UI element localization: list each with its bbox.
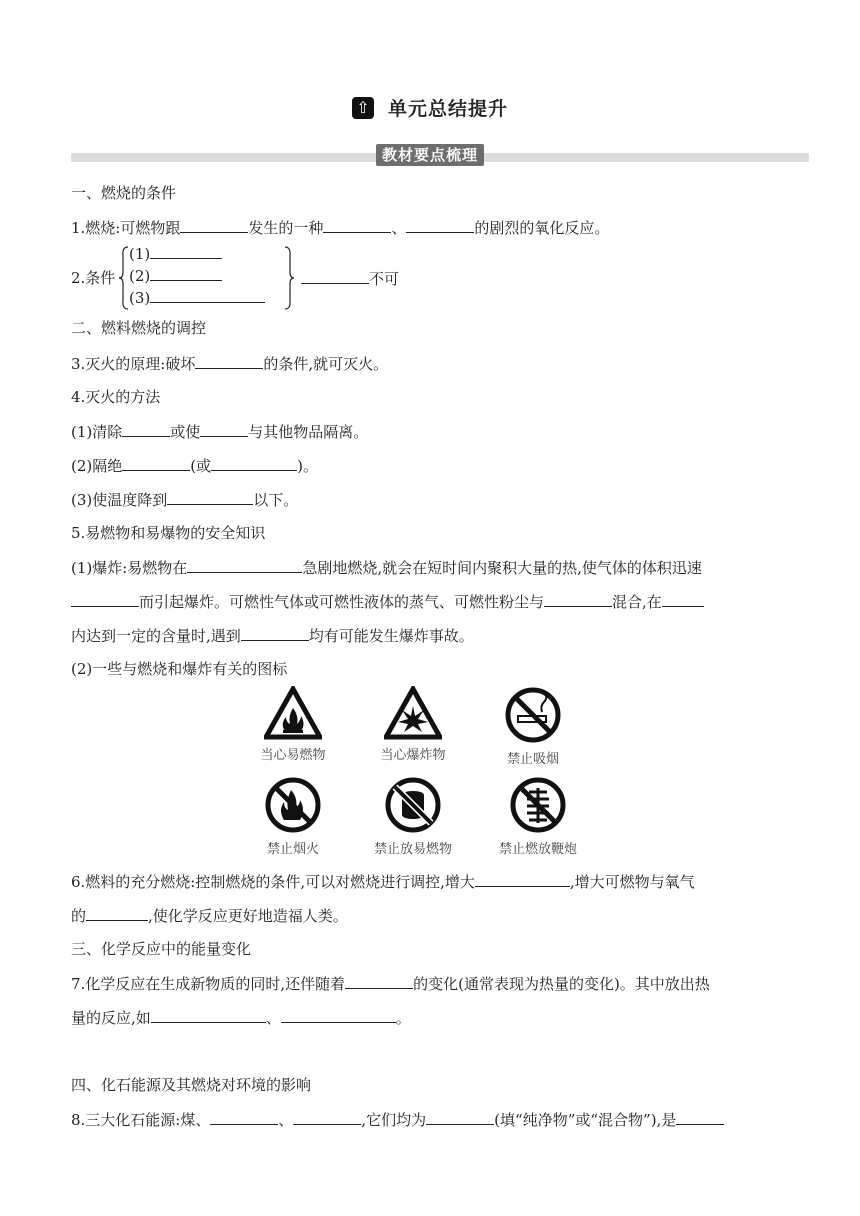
sign-no-fire (233, 776, 353, 857)
sign-no-flammables (353, 776, 473, 857)
conditions-label: 2.条件 (71, 269, 116, 287)
condition-2: (2) (129, 264, 265, 286)
blank[interactable] (301, 267, 369, 284)
item-1: 1.燃烧:可燃物跟 发生的一种 、 的剧烈的氧化反应。 (71, 216, 609, 239)
blank[interactable] (544, 590, 612, 607)
no-flammables-icon (384, 776, 442, 834)
up-arrow-icon: ⇧ (352, 97, 374, 119)
sign-explosive (353, 686, 473, 763)
item-6: 6.燃料的充分燃烧:控制燃烧的条件,可以对燃烧进行调控,增大 ,增大可燃物与氧气 (71, 870, 695, 893)
unit-header (0, 94, 860, 121)
item-5-1-cont2: 内达到一定的含量时,遇到 均有可能发生爆炸事故。 (71, 624, 474, 647)
heading-2: 二、燃料燃烧的调控 (71, 319, 207, 337)
blank[interactable] (345, 972, 413, 989)
item-4-2: (2)隔绝 (或 )。 (71, 454, 318, 477)
blank[interactable] (475, 870, 570, 887)
blank[interactable] (676, 1108, 724, 1125)
blank[interactable] (406, 216, 474, 233)
blank[interactable] (241, 624, 309, 641)
condition-1: (1) (129, 242, 265, 264)
explosive-warning-icon (384, 686, 442, 740)
condition-3: (3) (129, 286, 265, 308)
sign-no-smoking (473, 686, 593, 767)
blank[interactable] (323, 216, 391, 233)
blank[interactable] (122, 454, 190, 471)
heading-1: 一、燃烧的条件 (71, 184, 177, 202)
item-3: 3.灭火的原理:破坏 的条件,就可灭火。 (71, 352, 388, 375)
item-7-cont: 量的反应,如 、 。 (71, 1006, 411, 1029)
item-4-3: (3)使温度降到 以下。 (71, 488, 298, 511)
blank[interactable] (151, 1006, 266, 1023)
blank[interactable] (195, 352, 263, 369)
conditions-brace (71, 242, 491, 312)
sign-label: 禁止放易燃物 (373, 842, 452, 857)
sign-label: 禁止烟火 (266, 842, 319, 857)
left-brace-icon (119, 246, 129, 310)
conditions-tail: 不可 (301, 267, 399, 289)
blank[interactable] (662, 590, 704, 607)
sign-flammable (233, 686, 353, 763)
blank[interactable] (150, 242, 222, 259)
sign-label: 禁止吸烟 (506, 752, 559, 767)
heading-4: 四、化石能源及其燃烧对环境的影响 (71, 1076, 312, 1094)
blank[interactable] (150, 286, 265, 303)
sign-label: 当心爆炸物 (380, 748, 446, 763)
no-fire-icon (264, 776, 322, 834)
blank[interactable] (210, 1108, 278, 1125)
blank[interactable] (86, 904, 148, 921)
heading-3: 三、化学反应中的能量变化 (71, 940, 252, 958)
item-7: 7.化学反应在生成新物质的同时,还伴随着 的变化(通常表现为热量的变化)。其中放出热 (71, 972, 710, 995)
sign-no-firecrackers (478, 776, 598, 857)
blank[interactable] (150, 264, 222, 281)
unit-title: 单元总结提升 (387, 98, 508, 120)
item-5-1: (1)爆炸:易燃物在 急剧地燃烧,就会在短时间内聚积大量的热,使气体的体积迅速 (71, 556, 702, 579)
right-brace-icon (284, 246, 294, 310)
sign-label: 当心易燃物 (260, 748, 326, 763)
item-5-2: (2)一些与燃烧和爆炸有关的图标 (71, 660, 288, 678)
blank[interactable] (180, 216, 248, 233)
item-6-cont: 的 ,使化学反应更好地造福人类。 (71, 904, 348, 927)
item-8: 8.三大化石能源:煤、 、 ,它们均为 (填“纯净物”或“混合物”),是 (71, 1108, 724, 1131)
flammable-warning-icon (264, 686, 322, 740)
section-label: 教材要点梳理 (376, 144, 484, 166)
blank[interactable] (200, 420, 248, 437)
blank[interactable] (281, 1006, 396, 1023)
blank[interactable] (293, 1108, 361, 1125)
blank[interactable] (71, 590, 139, 607)
blank[interactable] (426, 1108, 494, 1125)
item-4: 4.灭火的方法 (71, 388, 161, 406)
sign-label: 禁止燃放鞭炮 (498, 842, 577, 857)
blank[interactable] (167, 488, 253, 505)
item-5: 5.易燃物和易爆物的安全知识 (71, 524, 266, 542)
blank[interactable] (211, 454, 297, 471)
no-firecrackers-icon (509, 776, 567, 834)
no-smoking-icon (504, 686, 562, 744)
item-5-1-cont: 而引起爆炸。可燃性气体或可燃性液体的蒸气、可燃性粉尘与 混合,在 (71, 590, 704, 613)
blank[interactable] (187, 556, 302, 573)
item-4-1: (1)清除 或使 与其他物品隔离。 (71, 420, 368, 443)
blank[interactable] (122, 420, 170, 437)
